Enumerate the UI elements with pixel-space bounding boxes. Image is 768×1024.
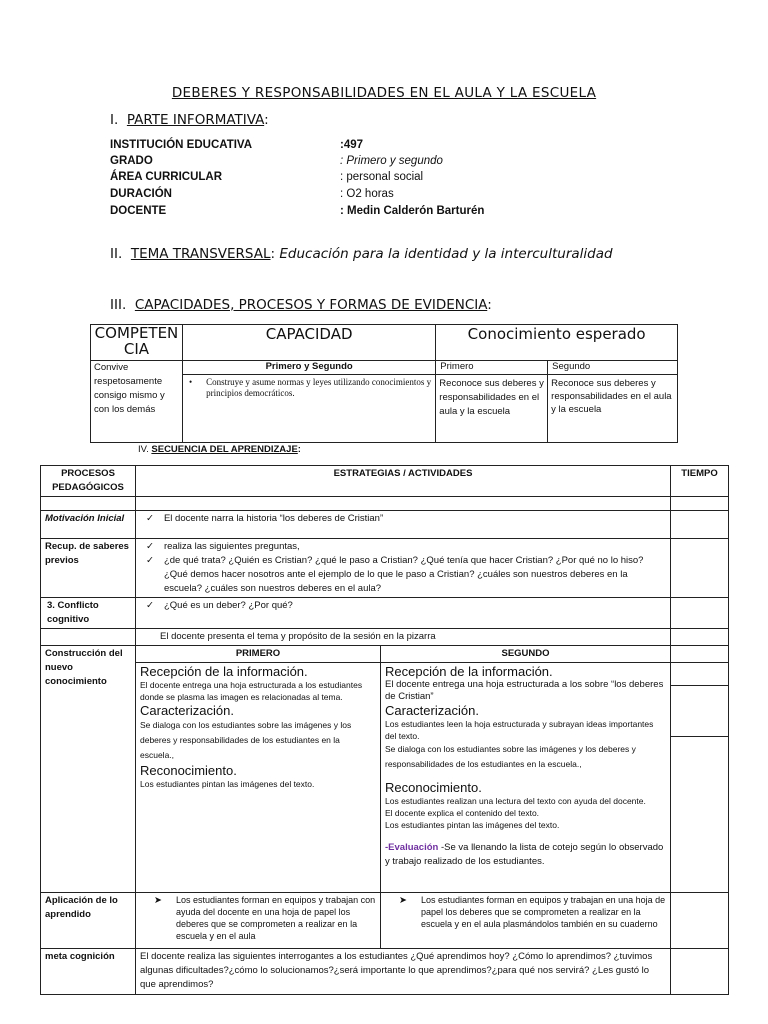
primero-reconocimiento-title: Reconocimiento. <box>140 763 237 778</box>
info-label: GRADO <box>110 155 153 167</box>
recup-item-1: ✓ realiza las siguientes preguntas, <box>140 540 666 554</box>
subheader-segundo: Segundo <box>548 361 678 375</box>
aplicacion-primero-cell: ➤ Los estudiantes forman en equipos y trabajan con ayuda del docente en una hoja de papel los deberes que se comprometen a realizar en la escuela y en el aula <box>136 893 381 949</box>
header-estrategias: ESTRATEGIAS / ACTIVIDADES <box>136 466 671 497</box>
time-cell <box>671 598 729 629</box>
segundo-caracterizacion-text-1: Los estudiantes leen la hoja estructurada y subrayan ideas importantes del texto. <box>385 719 654 741</box>
section-4-colon: : <box>297 444 301 455</box>
header-competencia: COMPETEN CIA <box>91 325 183 361</box>
info-label: DOCENTE <box>110 205 167 217</box>
segundo-reconocimiento-text-1: Los estudiantes realizan una lectura del texto con ayuda del docente. <box>385 796 646 806</box>
recup-cell: ✓ realiza las siguientes preguntas, ✓ ¿de qué trata? ¿Quién es Cristian? ¿qué le paso a Cristian? ¿Qué tenía que hacer Cristian? ¿Por qué no lo hiso? ¿Qué demos hacer nosotros ante el ejemplo de lo que le paso a Cristian? ¿cuáles son nuestros deberes en la escuela? ¿cuáles son nuestros deberes en el aula? <box>136 539 671 598</box>
motivacion-cell <box>136 511 671 539</box>
section-1-number: I. <box>110 112 119 128</box>
info-value: :497 <box>340 139 364 151</box>
segundo-reconocimiento-title: Reconocimiento. <box>385 780 482 795</box>
section-3-number: III. <box>110 297 127 313</box>
empty-cell <box>41 497 136 511</box>
section-2-label: TEMA TRANSVERSAL <box>130 246 271 262</box>
section-1-label: PARTE INFORMATIVA <box>126 112 265 128</box>
section-2-text: Educación para la identidad y la interculturalidad <box>279 246 613 262</box>
meta-cell: El docente realiza las siguientes interrogantes a los estudiantes ¿Qué aprendimos hoy? ¿Cómo lo aprendimos? ¿tuvimos algunas dificultades?¿cómo lo solucionamos?¿será importante lo que aprendimos?¿para qué nos servirá? ¿Les gustó lo que aprendimos? <box>136 949 671 995</box>
time-cell <box>671 949 729 995</box>
segundo-reconocimiento-text-2: El docente explica el contenido del texto. <box>385 808 540 818</box>
capacidad-text: Construye y asume normas y leyes utilizando conocimientos y principios democráticos. <box>206 377 432 398</box>
conflicto-label: 3. Conflicto cognitivo <box>41 598 136 629</box>
aplicacion-segundo-cell: ➤ Los estudiantes forman en equipos y trabajan en una hoja de papel los deberes que se comprometen a realizar en la escuela y en el aula plasmándolos también en su cuaderno <box>381 893 671 949</box>
time-cell <box>671 663 729 893</box>
section-1-colon: : <box>264 112 269 128</box>
segundo-recepcion-title: Recepción de la información. <box>385 664 553 679</box>
segundo-construccion-cell <box>381 663 671 893</box>
empty-cell <box>136 497 671 511</box>
subheader-primero-segundo: Primero y Segundo <box>182 361 435 375</box>
capacities-table <box>90 324 678 443</box>
info-value: : personal social <box>340 171 424 183</box>
segundo-reconocimiento-text-3: Los estudiantes pintan las imágenes del texto. <box>385 820 560 830</box>
primero-caracterizacion-text: Se dialoga con los estudiantes sobre las imágenes y los deberes y responsabilidades de los estudiantes en la escuela., <box>140 720 352 760</box>
capacidad-cell: • Construye y asume normas y leyes utilizando conocimientos y principios democráticos. <box>182 375 435 443</box>
presenta-cell: El docente presenta el tema y propósito de la sesión en la pizarra <box>136 629 671 646</box>
recup-item-2: ¿de qué trata? ¿Quién es Cristian? ¿qué le paso a Cristian? ¿Qué tenía que hacer Cristian? ¿Por qué no lo hiso? ¿Qué demos hacer nosotros ante el ejemplo de lo que le paso a Cristian? ¿cuáles son nuestros deberes en la escuela? ¿cuáles son nuestros deberes en el aula? <box>163 555 644 594</box>
empty-cell <box>671 497 729 511</box>
info-value: : Medin Calderón Barturén <box>340 205 485 217</box>
time-cell <box>671 539 729 598</box>
header-capacidad: CAPACIDAD <box>182 325 435 361</box>
construccion-label: Construcción del nuevo conocimiento <box>41 646 136 893</box>
competencia-cell: Convive respetosamente consigo mismo y con los demás <box>91 361 183 443</box>
info-label: DURACIÓN <box>110 188 172 200</box>
section-2-heading <box>110 246 613 262</box>
section-4-label: SECUENCIA DEL APRENDIZAJE <box>151 444 298 455</box>
sequence-table <box>40 465 729 995</box>
motivacion-label: Motivación Inicial <box>41 511 136 539</box>
info-label: INSTITUCIÓN EDUCATIVA <box>110 139 253 151</box>
segundo-cell: Reconoce sus deberes y responsabilidades en el aula y la escuela <box>548 375 678 443</box>
aplicacion-segundo-text: Los estudiantes forman en equipos y trabajan en una hoja de papel los deberes que se comprometen a realizar en la escuela y en el aula plasmándolos también en su cuaderno <box>420 895 666 929</box>
primero-caracterizacion-title: Caracterización. <box>140 703 234 718</box>
header-procesos: PROCESOS PEDAGÓGICOS <box>41 466 136 497</box>
header-conocimiento: Conocimiento esperado <box>436 325 678 361</box>
info-value: : Primero y segundo <box>340 155 443 167</box>
time-cell <box>671 646 729 663</box>
primero-reconocimiento-text: Los estudiantes pintan las imágenes del texto. <box>140 779 315 789</box>
conflicto-cell <box>136 598 671 629</box>
section-3-label: CAPACIDADES, PROCESOS Y FORMAS DE EVIDENCIA <box>134 297 488 313</box>
section-4-heading <box>138 444 301 455</box>
time-cell <box>671 511 729 539</box>
section-4-number: IV. <box>138 444 149 455</box>
section-2-colon: : <box>270 246 276 262</box>
section-2-number: II. <box>110 246 123 262</box>
recup-label: Recup. de saberes previos <box>41 539 136 598</box>
section-1-heading <box>110 112 269 128</box>
time-subcell <box>671 686 728 737</box>
info-label: ÁREA CURRICULAR <box>110 171 223 183</box>
primero-cell: Reconoce sus deberes y responsabilidades en el aula y la escuela <box>436 375 548 443</box>
section-3-heading <box>110 297 492 313</box>
document-title: DEBERES Y RESPONSABILIDADES EN EL AULA Y LA ESCUELA <box>171 85 597 101</box>
aplicacion-label: Aplicación de lo aprendido <box>41 893 136 949</box>
motivacion-text: ✓ El docente narra la historia “los deberes de Cristian” <box>140 513 383 524</box>
evaluacion-body: -Se va llenando la lista de cotejo según lo observado y trabajo realizado de los estudiantes. <box>385 842 664 867</box>
aplicacion-primero-text: Los estudiantes forman en equipos y trabajan con ayuda del docente en una hoja de papel los deberes que se comprometen a realizar en la escuela y en el aula <box>175 895 376 941</box>
primero-recepcion-text: El docente entrega una hoja estructurada a los estudiantes donde se plasma las imagen es relacionadas al tema. <box>140 680 363 702</box>
segundo-recepcion-text: El docente entrega una hoja estructurada a los sobre “los deberes de Cristian” <box>385 679 664 702</box>
subheader-primero: Primero <box>436 361 548 375</box>
meta-label: meta cognición <box>41 949 136 995</box>
info-value: : O2 horas <box>340 188 394 200</box>
header-tiempo: TIEMPO <box>671 466 729 497</box>
segundo-caracterizacion-title: Caracterización. <box>385 703 479 718</box>
time-cell <box>671 893 729 949</box>
time-cell <box>671 629 729 646</box>
evaluacion-text <box>385 841 666 869</box>
segundo-caracterizacion-text-2: Se dialoga con los estudiantes sobre las imágenes y los deberes y responsabilidades de los estudiantes en la escuela., <box>385 744 636 769</box>
primero-recepcion-title: Recepción de la información. <box>140 664 308 679</box>
subheader-segundo: SEGUNDO <box>381 646 671 663</box>
time-subcell <box>671 663 728 686</box>
subheader-primero: PRIMERO <box>136 646 381 663</box>
evaluacion-label: -Evaluación <box>385 842 439 853</box>
empty-cell <box>41 629 136 646</box>
section-3-colon: : <box>487 297 492 313</box>
conflicto-text: ✓ ¿Qué es un deber? ¿Por qué? <box>140 600 293 611</box>
primero-construccion-cell <box>136 663 381 893</box>
